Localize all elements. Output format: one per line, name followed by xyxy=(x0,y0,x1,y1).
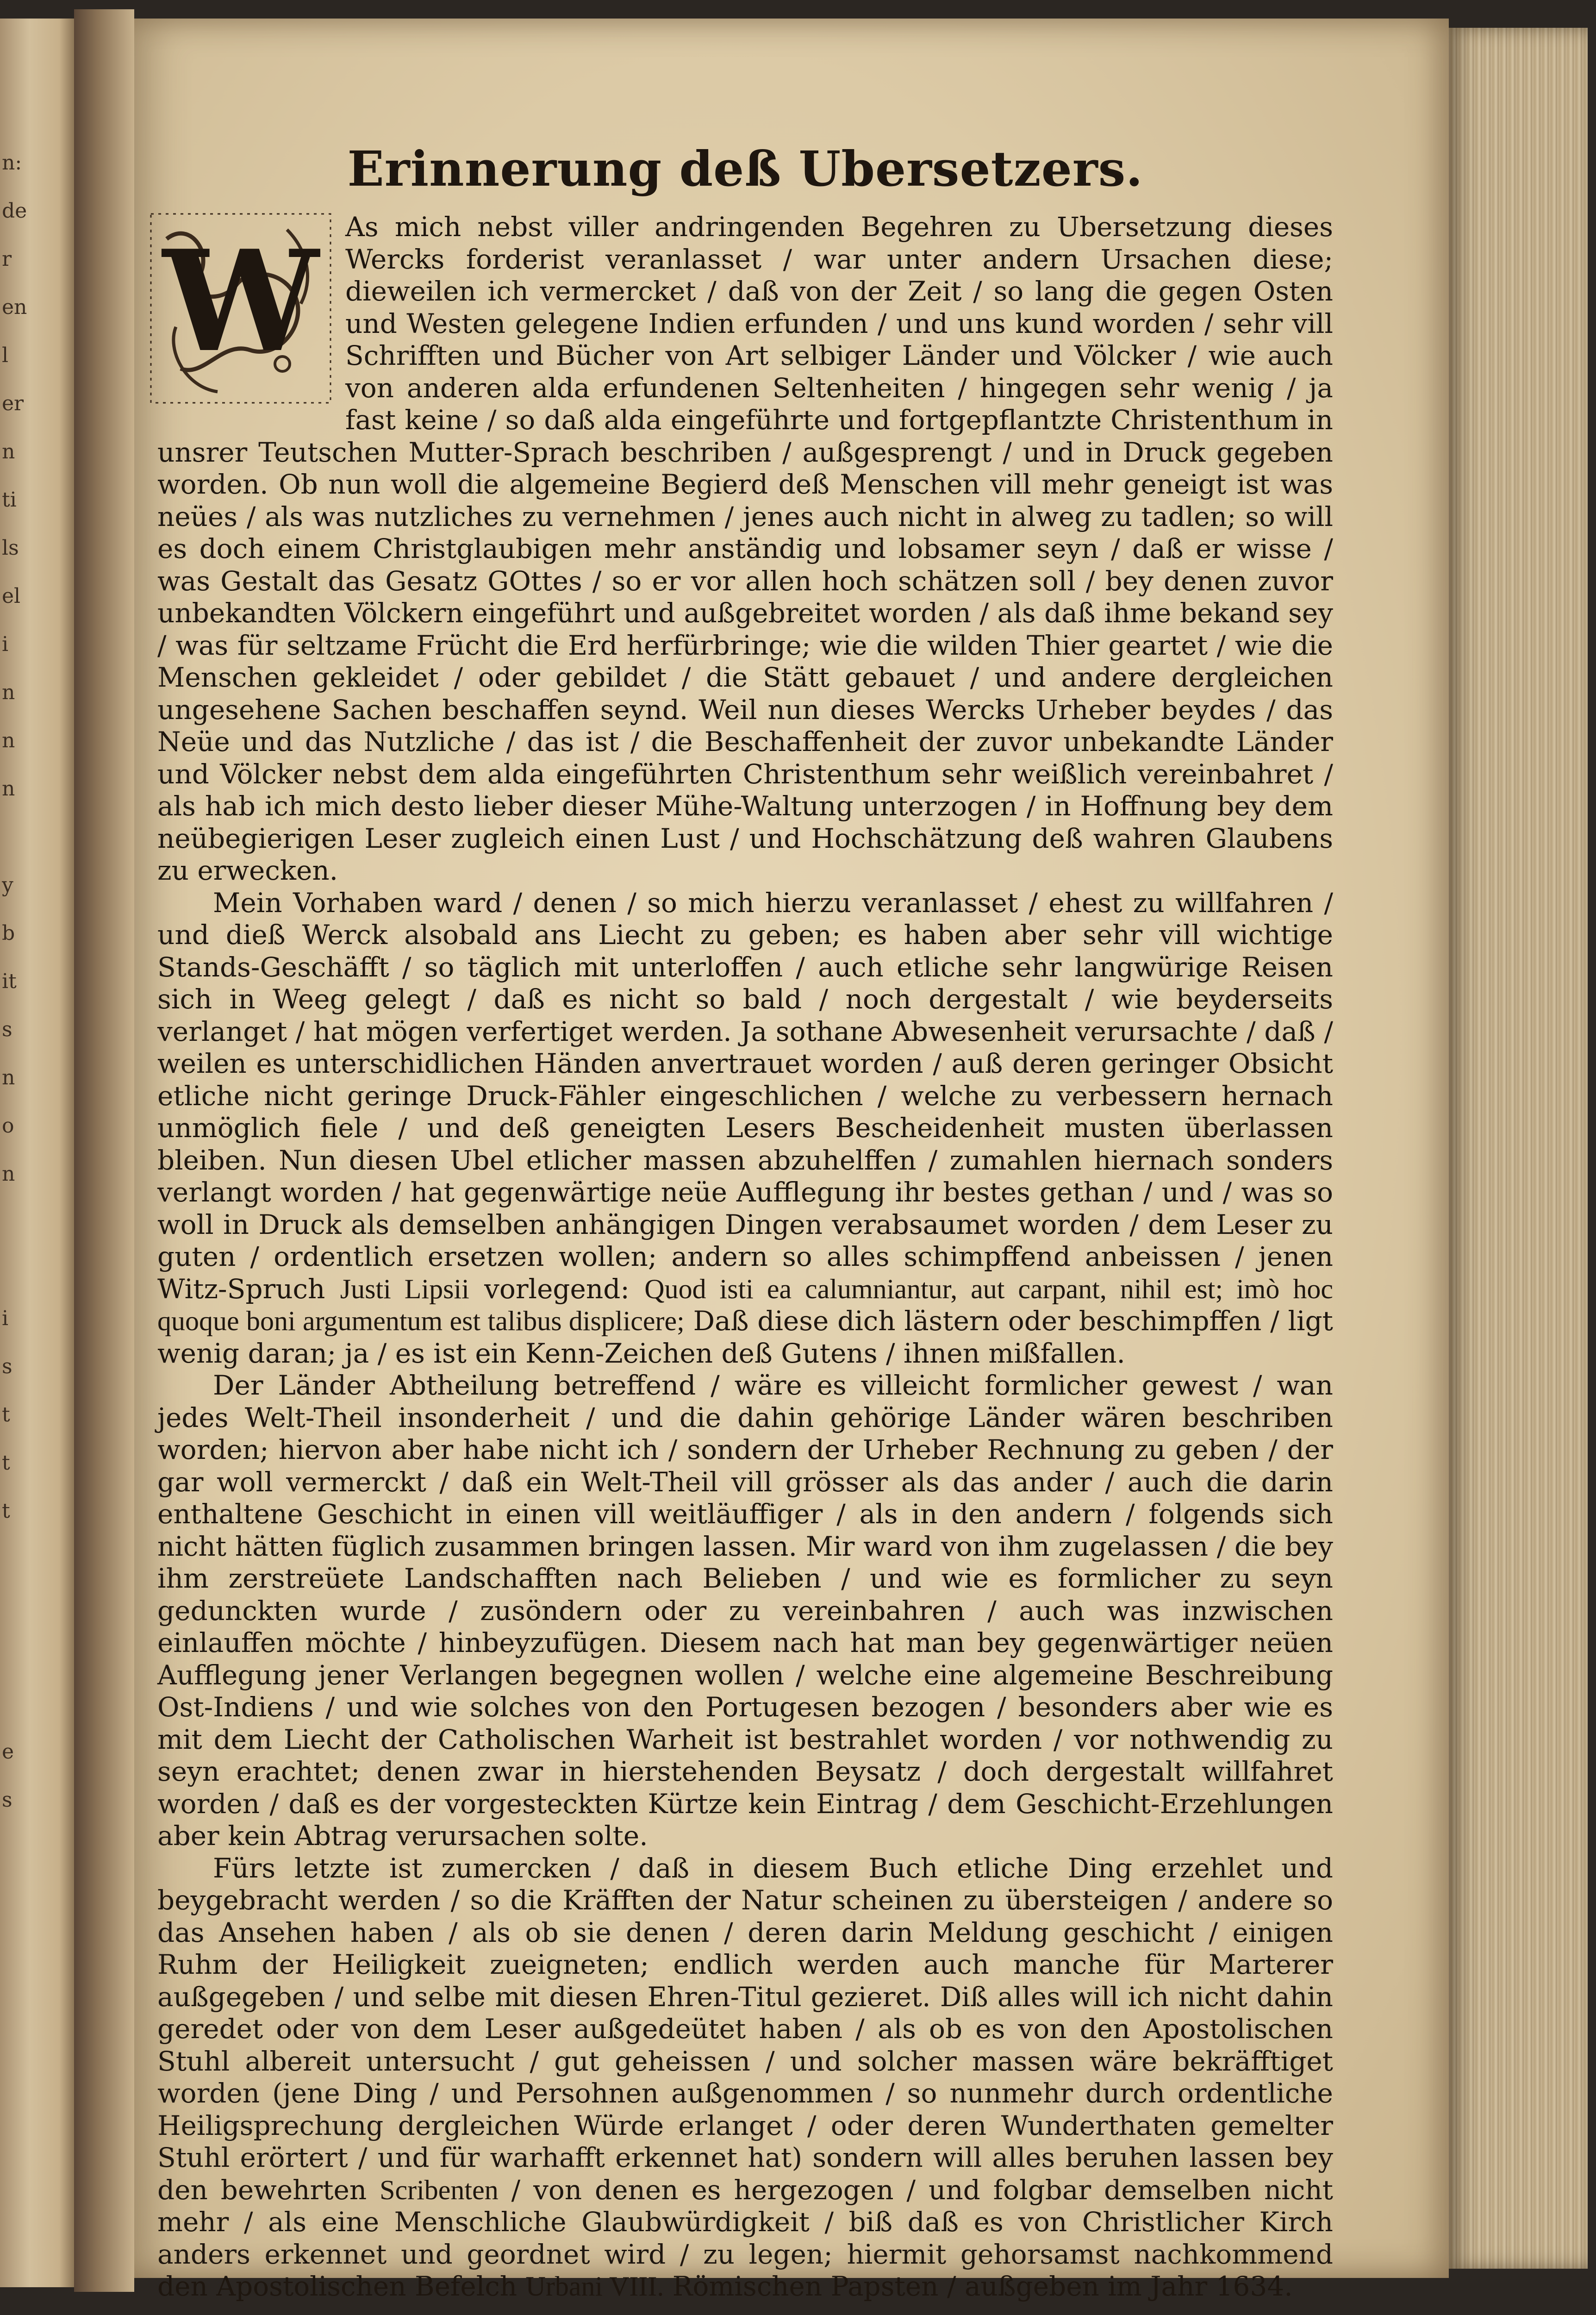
facing-page-fragment: ti xyxy=(2,488,17,512)
latin-text-segment: Urbani VIII. xyxy=(525,2271,664,2302)
facing-page-fragment: n xyxy=(2,681,15,704)
text-segment: Daß diese dich lästern oder beschimpffen / ligt wenig daran; ja / es ist ein Kenn-Zeichen deß Gutens / ihnen mißfallen. xyxy=(157,1305,1333,1369)
page-heading: Erinnerung deß Ubersetzers. xyxy=(347,140,1143,197)
facing-page-fragment: n xyxy=(2,1162,15,1186)
facing-page-fragment: t xyxy=(2,1451,10,1475)
facing-page-fragment: n: xyxy=(2,151,22,175)
facing-page-fragment xyxy=(2,813,71,861)
svg-text:W: W xyxy=(162,219,319,383)
facing-page-fragment: t xyxy=(2,1499,10,1523)
facing-page-fragment: n xyxy=(2,729,15,752)
paragraph xyxy=(157,887,1333,1370)
text-segment: As mich nebst viller andringenden Begehren zu Ubersetzung dieses Wercks forderist veranlasset / war unter andern Ursachen diese; dieweilen ich vermercket / daß von der Zeit / so lang die gegen Osten und Westen gelegene Indien erfunden / und uns kund worden / sehr vill Schrifften und Bücher von Art selbiger Länder und Völcker / wie auch von anderen alda erfundenen Seltenheiten / hingegen sehr wenig / ja fast keine / so daß alda eingeführte und fortgepflantzte Christenthum in unsrer Teutschen Mutter-Sprach beschriben / außgesprengt / und in Druck gegeben worden. Ob nun woll die algemeine Begierd deß Menschen vill mehr geneigt ist was neües / als was nutzliches zu vernehmen / jenes auch nicht in alweg zu tadlen; so will es doch einem Christglaubigen mehr anständig und lobsamer seyn / daß er wisse / was Gestalt das Gesatz GOttes / so er vor allen hoch schätzen soll / bey denen zuvor unbekandten Völckern eingeführt und außgebreitet worden / als daß ihme bekand sey / was für seltzame Frücht die Erd herfürbringe; wie die wilden Thier geartet / wie die Menschen gekleidet / oder gebildet / die Stätt gebauet / und andere dergleichen ungesehene Sachen beschaffen seynd. Weil nun dieses Wercks Urheber beydes / das Neüe und das Nutzliche / das ist / die Beschaffenheit der zuvor unbekandte Länder und Völcker nebst dem alda eingeführten Christenthum sehr weißlich vereinbahret / als hab ich mich desto lieber dieser Mühe-Waltung unterzogen / in Hoffnung bey dem neübegierigen Leser zugleich einen Lust / und Hochschätzung deß wahren Glaubens zu erwecken. xyxy=(157,211,1333,886)
text-segment: / von denen es hergezogen / und folgbar demselben nicht mehr / als eine Menschliche Glaubwürdigkeit / biß daß es von Christlicher Kirch anders erkennet und geordnet wird / zu legen; hiermit gehorsamst nachkommend den Apostolischen Befelch xyxy=(157,2174,1334,2302)
facing-page-fragment xyxy=(2,1921,71,1969)
page-content xyxy=(157,134,1333,2315)
facing-page-fragment: n xyxy=(2,777,15,801)
facing-page-fragment xyxy=(2,1969,71,2017)
facing-page-fragment: ls xyxy=(2,536,19,560)
facing-page-fragment: i xyxy=(2,1307,9,1330)
facing-page-fragment: s xyxy=(2,1018,12,1041)
text-segment: Römischen Papsten / außgeben im Jahr 1634. xyxy=(664,2271,1293,2302)
facing-page-fragment xyxy=(2,1583,71,1632)
paragraph xyxy=(157,1852,1333,2303)
text-segment: Mein Vorhaben ward / denen / so mich hierzu veranlasset / ehest zu willfahren / und dieß Werck alsobald ans Liecht zu geben; es haben aber sehr vill wichtige Stands-Geschäfft / so täglich mit unterloffen / auch etliche sehr langwürige Reisen sich in Weeg gelegt / daß es nicht so bald / noch dergestalt / wie beyderseits verlanget / hat mögen verfertiget werden. Ja sothane Abwesenheit verursachte / daß / weilen es unterschidlichen Händen anvertrauet worden / auß deren geringer Obsicht etliche nicht geringe Druck-Fähler eingeschlichen / welche zu verbessern hernach unmöglich fiele / und deß geneigten Lesers Bescheidenheit musten überlassen bleiben. Nun diesen Ubel etlicher massen abzuhelffen / zumahlen hiernach sonders verlangt worden / hat gegenwärtige neüe Aufflegung ihr bestes gethan / und / was so woll in Druck als demselben anhängigen Dingen verabsaumet worden / dem Leser zu guten / ordentlich ersetzen wollen; andern so alles schimpffend anbeissen / jenen Witz-Spruch xyxy=(157,887,1333,1305)
facing-page-fragment: el xyxy=(2,584,21,608)
facing-page-fragment xyxy=(2,1872,71,1921)
book-gutter xyxy=(74,9,134,2292)
facing-page-fragment: de xyxy=(2,199,27,223)
facing-page-edge xyxy=(0,19,74,2287)
facing-page-fragment: s xyxy=(2,1355,12,1378)
facing-page-fragment: r xyxy=(2,247,12,271)
text-segment: vorlegend: xyxy=(469,1273,645,1305)
facing-page-fragment xyxy=(2,1198,71,1246)
latin-text-segment: Scribenten xyxy=(380,2174,499,2205)
paragraph xyxy=(157,1370,1333,1852)
facing-page-fragment xyxy=(2,1632,71,1680)
facing-page-fragment: n xyxy=(2,1066,15,1089)
facing-page-fragment: o xyxy=(2,1114,14,1138)
facing-page-fragment xyxy=(2,2017,71,2065)
facing-page-fragment: e xyxy=(2,1740,14,1764)
facing-page-fragment xyxy=(2,1246,71,1295)
facing-page-fragment: l xyxy=(2,344,9,367)
facing-page-fragment: it xyxy=(2,970,17,993)
facing-page-fragment: t xyxy=(2,1403,10,1427)
facing-page-fragment xyxy=(2,1680,71,1728)
facing-page-fragment xyxy=(2,1824,71,1872)
facing-page-fragment xyxy=(2,1535,71,1583)
facing-page-fragment: n xyxy=(2,440,15,463)
text-segment: Der Länder Abtheilung betreffend / wäre es villeicht formlicher gewest / wan jedes Welt-Theil insonderheit / und die dahin gehörige Länder wären beschriben worden; hiervon aber habe nicht ich / sondern der Urheber Rechnung zu geben / der gar woll vermerckt / daß ein Welt-Theil vill grösser als das ander / auch die darin enthaltene Geschicht in einen vill weitläuffiger / als in den andern / folgends sich nicht hätten füglich zusammen bringen lassen. Mir ward von ihm zugelassen / die bey ihm zerstreüete Landschafften nach Belieben / und wie es formlicher zu seyn gedunckten wurde / zusöndern oder zu vereinbahren / auch was inzwischen einlauffen möchte / hinbeyzufügen. Diesem nach hat man bey gegenwärtiger neüen Aufflegung jener Verlangen begegnen wollen / welche eine algemeine Beschreibung Ost-Indiens / und wie solches von den Portugesen bezogen / besonders aber wie es mit dem Liecht der Catholischen Warheit ist bestrahlet worden / vor nothwendig zu seyn erachtet; denen zwar in hierstehenden Beysatz / doch dergestalt willfahret worden / daß es der vorgesteckten Kürtze kein Eintrag / dem Geschicht-Erzehlungen aber kein Abtrag verursachen solte. xyxy=(157,1370,1333,1852)
decorated-initial xyxy=(148,211,333,406)
paragraph xyxy=(157,211,1333,887)
facing-page-fragment: s xyxy=(2,1788,12,1812)
facing-page-fragment: i xyxy=(2,632,9,656)
body-text xyxy=(157,211,1333,2303)
facing-page-fragment: en xyxy=(2,295,27,319)
latin-text-segment: Justi Lipsii xyxy=(340,1273,469,1304)
facing-page-fragment: er xyxy=(2,392,24,415)
facing-page-fragment: b xyxy=(2,921,15,945)
facing-page-fragment: y xyxy=(2,873,13,897)
facing-page-text-fragments xyxy=(2,19,71,2287)
text-segment: Fürs letzte ist zumercken / daß in diesem Buch etliche Ding erzehlet und beygebracht werden / so die Kräfften der Natur scheinen zu übersteigen / andere so das Ansehen haben / als ob sie denen / deren darin Meldung geschicht / einigen Ruhm der Heiligkeit zueigneten; endlich werden auch manche für Marterer außgegeben / und selbe mit diesen Ehren-Titul gezieret. Diß alles will ich nicht dahin geredet oder von dem Leser außgedeütet haben / als ob es von den Apostolischen Stuhl albereit untersucht / gut geheissen / und solcher massen wäre bekräfftiget worden (jene Ding / und Persohnen außgenommen / so nunmehr durch ordentliche Heiligsprechung dergleichen Würde erlanget / oder deren Wunderthaten gemelter Stuhl erörtert / und für warhafft erkennet hat) sondern will alles beruhen lassen bey den bewehrten xyxy=(157,1852,1333,2206)
page-block-edge xyxy=(1449,28,1588,2269)
ornamental-initial-icon xyxy=(148,211,333,406)
latin-text-segment: Quod isti ea calumniantur, aut carpant, nihil est; imò hoc quoque boni argumentum est talibus displicere; xyxy=(157,1273,1333,1336)
